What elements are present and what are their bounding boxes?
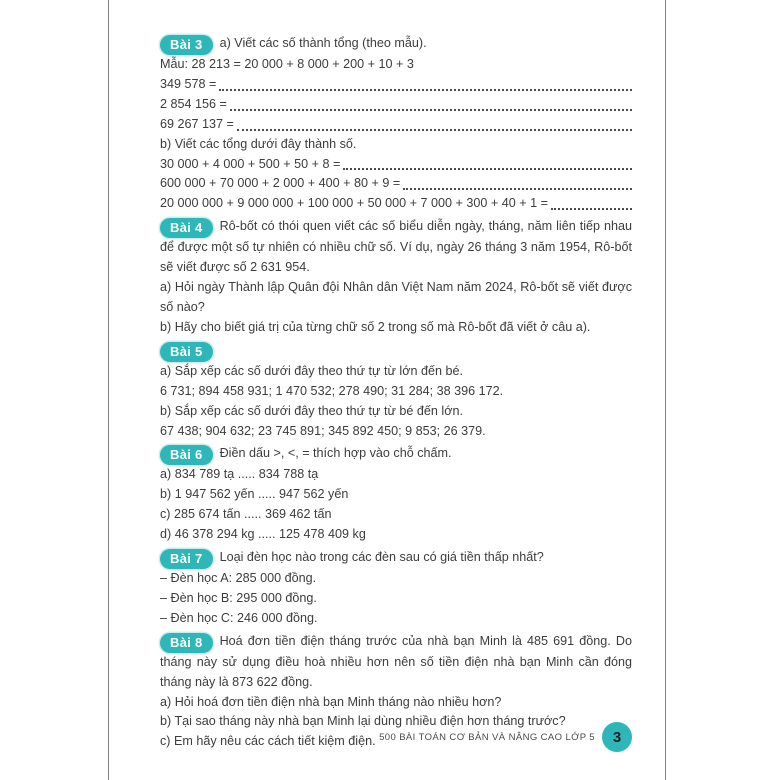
page-edge-right [665,0,666,780]
exercise-3-sum-line [160,174,632,194]
exercise-bai-4 [160,217,632,338]
exercise-6-compare-d: d) 46 378 294 kg ..... 125 478 409 kg [160,527,366,542]
exercise-6-compare-a: a) 834 789 tạ ..... 834 788 tạ [160,467,319,482]
exercise-7-lamp-a: – Đèn học A: 285 000 đồng. [160,571,317,586]
page-footer [160,722,632,752]
exercise-bai-5 [160,341,632,442]
exercise-bai-7 [160,548,632,629]
number-label: 69 267 137 = [160,116,234,131]
sum-label: 30 000 + 4 000 + 500 + 50 + 8 = [160,156,341,171]
exercise-6-intro: Điền dấu >, <, = thích hợp vào chỗ chấm. [219,446,452,461]
number-label: 349 578 = [160,76,217,91]
exercise-badge-7: Bài 7 [160,549,213,569]
exercise-8-intro: Hoá đơn tiền điện tháng trước của nhà bạn Minh là 485 691 đồng. Do tháng này sử dụng điều hoà nhiều hơn nên số tiền điện nhà bạn Minh cần đóng tháng này là 873 622 đồng. [160,633,632,689]
exercise-3-prompt-a: a) Viết các số thành tổng (theo mẫu). [219,36,427,50]
exercise-5-numbers-b: 67 438; 904 632; 23 745 891; 345 892 450; 9 853; 26 379. [160,423,486,438]
dotted-answer-line [343,168,632,170]
exercise-8-question-a: a) Hỏi hoá đơn tiền điện nhà bạn Minh tháng nào nhiều hơn? [160,694,502,709]
exercise-bai-3 [160,34,632,214]
exercise-7-lamp-b: – Đèn học B: 295 000 đồng. [160,590,317,605]
dotted-answer-line [230,109,632,111]
exercise-6-compare-b: b) 1 947 562 yến ..... 947 562 yến [160,487,349,502]
exercise-4-intro: Rô-bốt có thói quen viết các số biểu diễn ngày, tháng, năm liên tiếp nhau để được một số tự nhiên có nhiều chữ số. Ví dụ, ngày 26 tháng 3 năm 1954, Rô-bốt sẽ viết được số 2 631 954. [160,219,632,275]
exercise-3-sum-line [160,194,632,214]
exercise-badge-4: Bài 4 [160,218,213,238]
exercise-4-question-a: a) Hỏi ngày Thành lập Quân đội Nhân dân Việt Nam năm 2024, Rô-bốt sẽ viết được số nào? [160,280,632,314]
exercise-badge-8: Bài 8 [160,633,213,653]
exercise-8-question-b: b) Tại sao tháng này nhà bạn Minh lại dùng nhiều điện hơn tháng trước? [160,714,566,729]
exercise-3-blank-line [160,95,632,115]
exercise-5-prompt-b: b) Sắp xếp các số dưới đây theo thứ tự từ bé đến lớn. [160,403,463,418]
exercise-7-intro: Loại đèn học nào trong các đèn sau có giá tiền thấp nhất? [219,550,544,565]
exercise-6-compare-c: c) 285 674 tấn ..... 369 462 tấn [160,507,332,522]
dotted-answer-line [551,208,632,210]
page-content [160,31,632,753]
exercise-5-prompt-a: a) Sắp xếp các số dưới đây theo thứ tự từ lớn đến bé. [160,363,463,378]
exercise-badge-3: Bài 3 [160,35,213,55]
sum-label: 20 000 000 + 9 000 000 + 100 000 + 50 000 + 7 000 + 300 + 40 + 1 = [160,196,548,211]
sum-label: 600 000 + 70 000 + 2 000 + 400 + 80 + 9 = [160,176,401,191]
exercise-badge-5: Bài 5 [160,342,213,362]
exercise-3-blank-line [160,115,632,135]
exercise-3-sum-line [160,155,632,175]
book-title: 500 BÀI TOÁN CƠ BẢN VÀ NÂNG CAO LỚP 5 [379,731,595,743]
exercise-3-example: Mẫu: 28 213 = 20 000 + 8 000 + 200 + 10 + 3 [160,57,414,71]
dotted-answer-line [219,89,632,91]
dotted-answer-line [403,188,632,190]
exercise-7-lamp-c: – Đèn học C: 246 000 đồng. [160,610,318,625]
number-label: 2 854 156 = [160,96,227,111]
exercise-3-blank-line [160,75,632,95]
exercise-badge-6: Bài 6 [160,445,213,465]
exercise-5-numbers-a: 6 731; 894 458 931; 1 470 532; 278 490; 31 284; 38 396 172. [160,383,504,398]
exercise-bai-6 [160,444,632,545]
exercise-3-prompt-b: b) Viết các tổng dưới đây thành số. [160,136,357,151]
dotted-answer-line [237,129,632,131]
page-number-badge: 3 [602,722,632,752]
exercise-8-question-c: c) Em hãy nêu các cách tiết kiệm điện. [160,734,376,749]
exercise-4-question-b: b) Hãy cho biết giá trị của từng chữ số 2 trong số mà Rô-bốt đã viết ở câu a). [160,319,591,334]
page-edge-left [108,0,109,780]
